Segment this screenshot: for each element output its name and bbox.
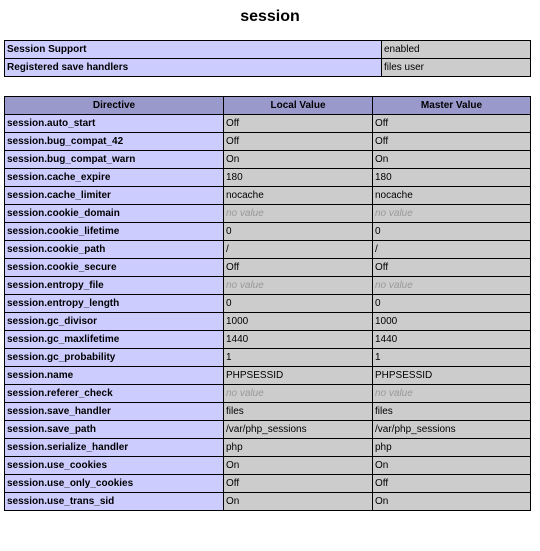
local-value-cell: Off <box>224 115 372 132</box>
table-row <box>5 331 530 348</box>
directive-name: session.cookie_secure <box>5 259 223 276</box>
local-value-cell: Off <box>224 259 372 276</box>
no-value-text: no value <box>226 280 264 291</box>
directive-name: session.referer_check <box>5 385 223 402</box>
master-value-cell: Off <box>373 133 530 150</box>
table-row <box>5 421 530 438</box>
table-row <box>5 241 530 258</box>
no-value-text: no value <box>226 208 264 219</box>
local-value-cell: On <box>224 457 372 474</box>
directive-name: session.cache_expire <box>5 169 223 186</box>
local-value-cell: /var/php_sessions <box>224 421 372 438</box>
local-value-cell: / <box>224 241 372 258</box>
no-value-text: no value <box>375 388 413 399</box>
local-value-cell: Off <box>224 133 372 150</box>
directive-name: session.use_cookies <box>5 457 223 474</box>
page-title: session <box>240 8 300 25</box>
directive-name: session.bug_compat_42 <box>5 133 223 150</box>
master-value-cell: / <box>373 241 530 258</box>
master-value-cell: On <box>373 493 530 510</box>
table-row <box>5 385 530 402</box>
table-row <box>5 439 530 456</box>
directive-name: session.gc_probability <box>5 349 223 366</box>
master-value-cell: files <box>373 403 530 420</box>
local-value-cell: 1440 <box>224 331 372 348</box>
table-row <box>5 313 530 330</box>
table-row <box>5 133 530 150</box>
directive-name: session.save_handler <box>5 403 223 420</box>
table-row <box>5 169 530 186</box>
master-value-cell: PHPSESSID <box>373 367 530 384</box>
session-support-label: Session Support <box>5 41 381 58</box>
save-handlers-value: files user <box>382 59 530 76</box>
local-value-cell <box>224 385 372 402</box>
master-value-cell: /var/php_sessions <box>373 421 530 438</box>
local-value-cell <box>224 205 372 222</box>
table-row <box>5 457 530 474</box>
directives-table <box>4 96 531 511</box>
session-support-table <box>4 40 531 77</box>
master-value-cell: On <box>373 457 530 474</box>
master-value-cell: Off <box>373 259 530 276</box>
table-row <box>5 295 530 312</box>
directive-name: session.use_only_cookies <box>5 475 223 492</box>
session-support-value: enabled <box>382 41 530 58</box>
no-value-text: no value <box>375 208 413 219</box>
local-value-cell: On <box>224 493 372 510</box>
local-value-cell: 0 <box>224 223 372 240</box>
directive-name: session.gc_divisor <box>5 313 223 330</box>
master-value-cell <box>373 385 530 402</box>
master-value-cell: 0 <box>373 295 530 312</box>
directive-name: session.use_trans_sid <box>5 493 223 510</box>
directive-name: session.name <box>5 367 223 384</box>
directive-name: session.gc_maxlifetime <box>5 331 223 348</box>
local-value-cell: 180 <box>224 169 372 186</box>
table-row <box>5 403 530 420</box>
table-row <box>5 367 530 384</box>
table-row <box>5 187 530 204</box>
column-header-master-value: Master Value <box>373 97 530 114</box>
directive-name: session.entropy_length <box>5 295 223 312</box>
local-value-cell <box>224 277 372 294</box>
master-value-cell: 1000 <box>373 313 530 330</box>
table-row <box>5 493 530 510</box>
local-value-cell: 0 <box>224 295 372 312</box>
no-value-text: no value <box>375 280 413 291</box>
table-row <box>5 205 530 222</box>
directive-name: session.cookie_domain <box>5 205 223 222</box>
master-value-cell: 180 <box>373 169 530 186</box>
table-row <box>5 115 530 132</box>
directive-name: session.entropy_file <box>5 277 223 294</box>
directive-name: session.bug_compat_warn <box>5 151 223 168</box>
master-value-cell: Off <box>373 115 530 132</box>
master-value-cell: Off <box>373 475 530 492</box>
column-header-local-value: Local Value <box>224 97 372 114</box>
local-value-cell: php <box>224 439 372 456</box>
table-header-row <box>5 97 530 114</box>
master-value-cell: 1 <box>373 349 530 366</box>
table-row <box>5 349 530 366</box>
table-row <box>5 223 530 240</box>
directive-name: session.save_path <box>5 421 223 438</box>
master-value-cell <box>373 205 530 222</box>
save-handlers-label: Registered save handlers <box>5 59 381 76</box>
local-value-cell: Off <box>224 475 372 492</box>
no-value-text: no value <box>226 388 264 399</box>
master-value-cell: php <box>373 439 530 456</box>
master-value-cell: 1440 <box>373 331 530 348</box>
master-value-cell: nocache <box>373 187 530 204</box>
directive-name: session.auto_start <box>5 115 223 132</box>
table-row <box>5 41 530 58</box>
table-row <box>5 59 530 76</box>
directive-name: session.cookie_path <box>5 241 223 258</box>
table-row <box>5 277 530 294</box>
master-value-cell: 0 <box>373 223 530 240</box>
local-value-cell: On <box>224 151 372 168</box>
table-row <box>5 151 530 168</box>
column-header-directive: Directive <box>5 97 223 114</box>
table-row <box>5 475 530 492</box>
local-value-cell: 1 <box>224 349 372 366</box>
master-value-cell: On <box>373 151 530 168</box>
local-value-cell: PHPSESSID <box>224 367 372 384</box>
directive-name: session.cookie_lifetime <box>5 223 223 240</box>
directive-name: session.cache_limiter <box>5 187 223 204</box>
directive-name: session.serialize_handler <box>5 439 223 456</box>
local-value-cell: files <box>224 403 372 420</box>
master-value-cell <box>373 277 530 294</box>
local-value-cell: 1000 <box>224 313 372 330</box>
local-value-cell: nocache <box>224 187 372 204</box>
table-row <box>5 259 530 276</box>
